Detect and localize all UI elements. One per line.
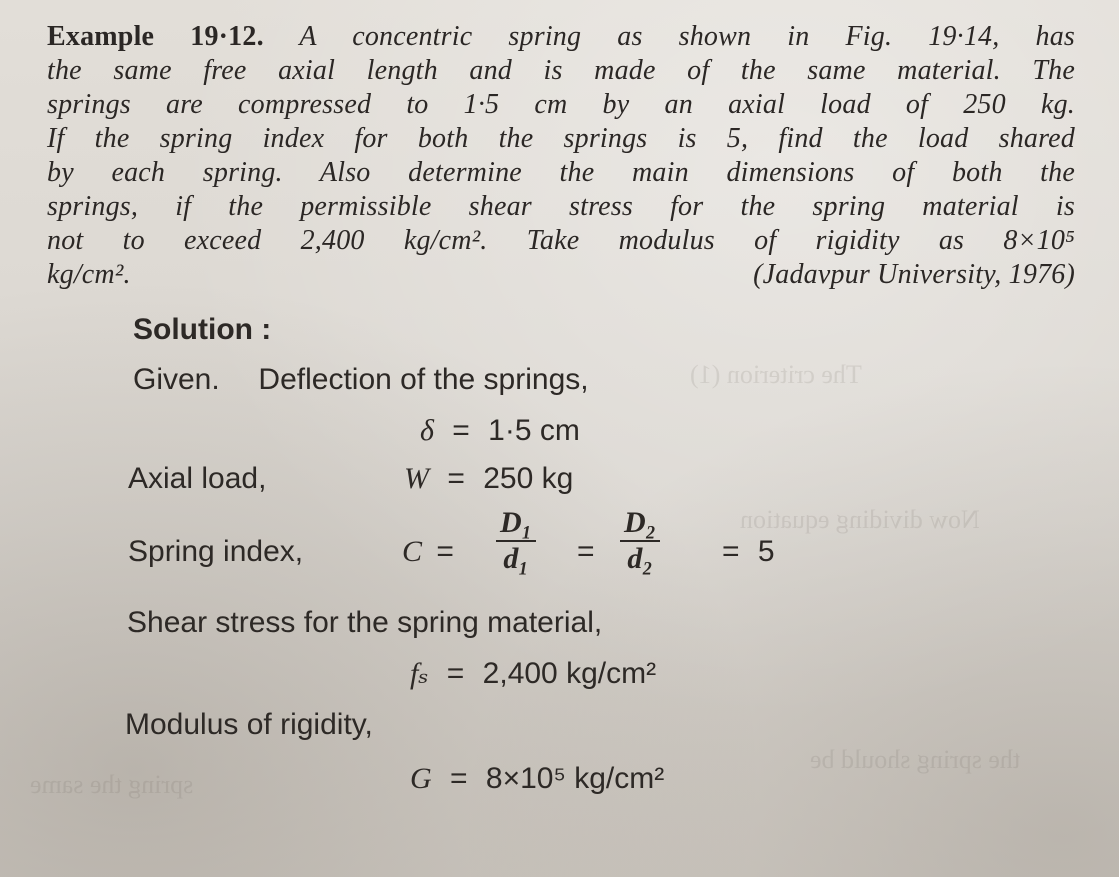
deflection-symbol: δ [420,414,434,447]
problem-line-3: springs are compressed to 1·5 cm by an axial load of 250 kg. [47,89,1075,120]
deflection-equation [420,413,580,449]
index-label: Spring index, [128,535,304,568]
equals-sign: = [577,535,595,568]
fraction-numerator: D₂ [624,506,657,539]
load-label: Axial load, [128,462,267,495]
rigidity-value: 8×10⁵ kg/cm² [485,762,665,795]
ratio-fraction-1 [496,508,536,574]
example-label: Example 19·12. [47,21,264,52]
rigidity-label: Modulus of rigidity, [125,708,373,741]
deflection-label: Deflection of the springs, [258,363,589,396]
rigidity-equation [410,761,664,797]
problem-line-8 [47,258,1075,292]
index-value: 5 [757,535,775,568]
given-line [133,362,589,398]
load-symbol: W [404,462,429,495]
show-through-text: spring the same [30,770,194,799]
problem-text: A concentric spring as shown in Fig. 19·14, has [299,21,1075,52]
fraction-denominator: d₂ [627,542,653,575]
ratio-fraction-2 [620,508,660,574]
equals-sign: = [450,762,468,795]
deflection-value: 1·5 cm [488,414,580,447]
equals-sign: = [436,535,454,568]
show-through-text: Now dividing equation [740,505,980,534]
fraction-numerator: D₁ [500,506,533,539]
load-value: 250 kg [483,462,574,495]
problem-line-4: If the spring index for both the springs is 5, find the load shared [47,123,1075,154]
equals-sign: = [452,414,470,447]
problem-line-1 [47,20,1075,54]
problem-line-7: not to exceed 2,400 kg/cm². Take modulus of rigidity as 8×10⁵ [47,225,1075,256]
show-through-text: the spring should be [810,745,1021,774]
problem-line-2: the same free axial length and is made of the same material. The [47,55,1075,86]
index-symbol: C [402,535,423,568]
equals-sign: = [446,657,465,690]
problem-line-5: by each spring. Also determine the main dimensions of both the [47,157,1075,188]
given-label: Given. [133,363,220,396]
problem-line-6: springs, if the permissible shear stress for the spring material is [47,191,1075,222]
solution-heading: Solution : [133,313,272,346]
show-through-text: The criterion (1) [690,360,862,389]
rigidity-symbol: G [410,762,432,795]
stress-equation [410,656,656,692]
stress-label: Shear stress for the spring material, [127,606,603,639]
index-symbol-group [402,534,460,570]
problem-last-line: kg/cm². [47,259,131,290]
equals-sign: = [722,535,740,568]
index-value-group [722,534,775,570]
stress-symbol: fₛ [410,657,429,690]
source-citation: (Jadavpur University, 1976) [753,259,1075,290]
fraction-denominator: d₁ [503,542,529,575]
load-equation [404,461,573,497]
stress-value: 2,400 kg/cm² [482,657,657,690]
equals-sign: = [447,462,465,495]
